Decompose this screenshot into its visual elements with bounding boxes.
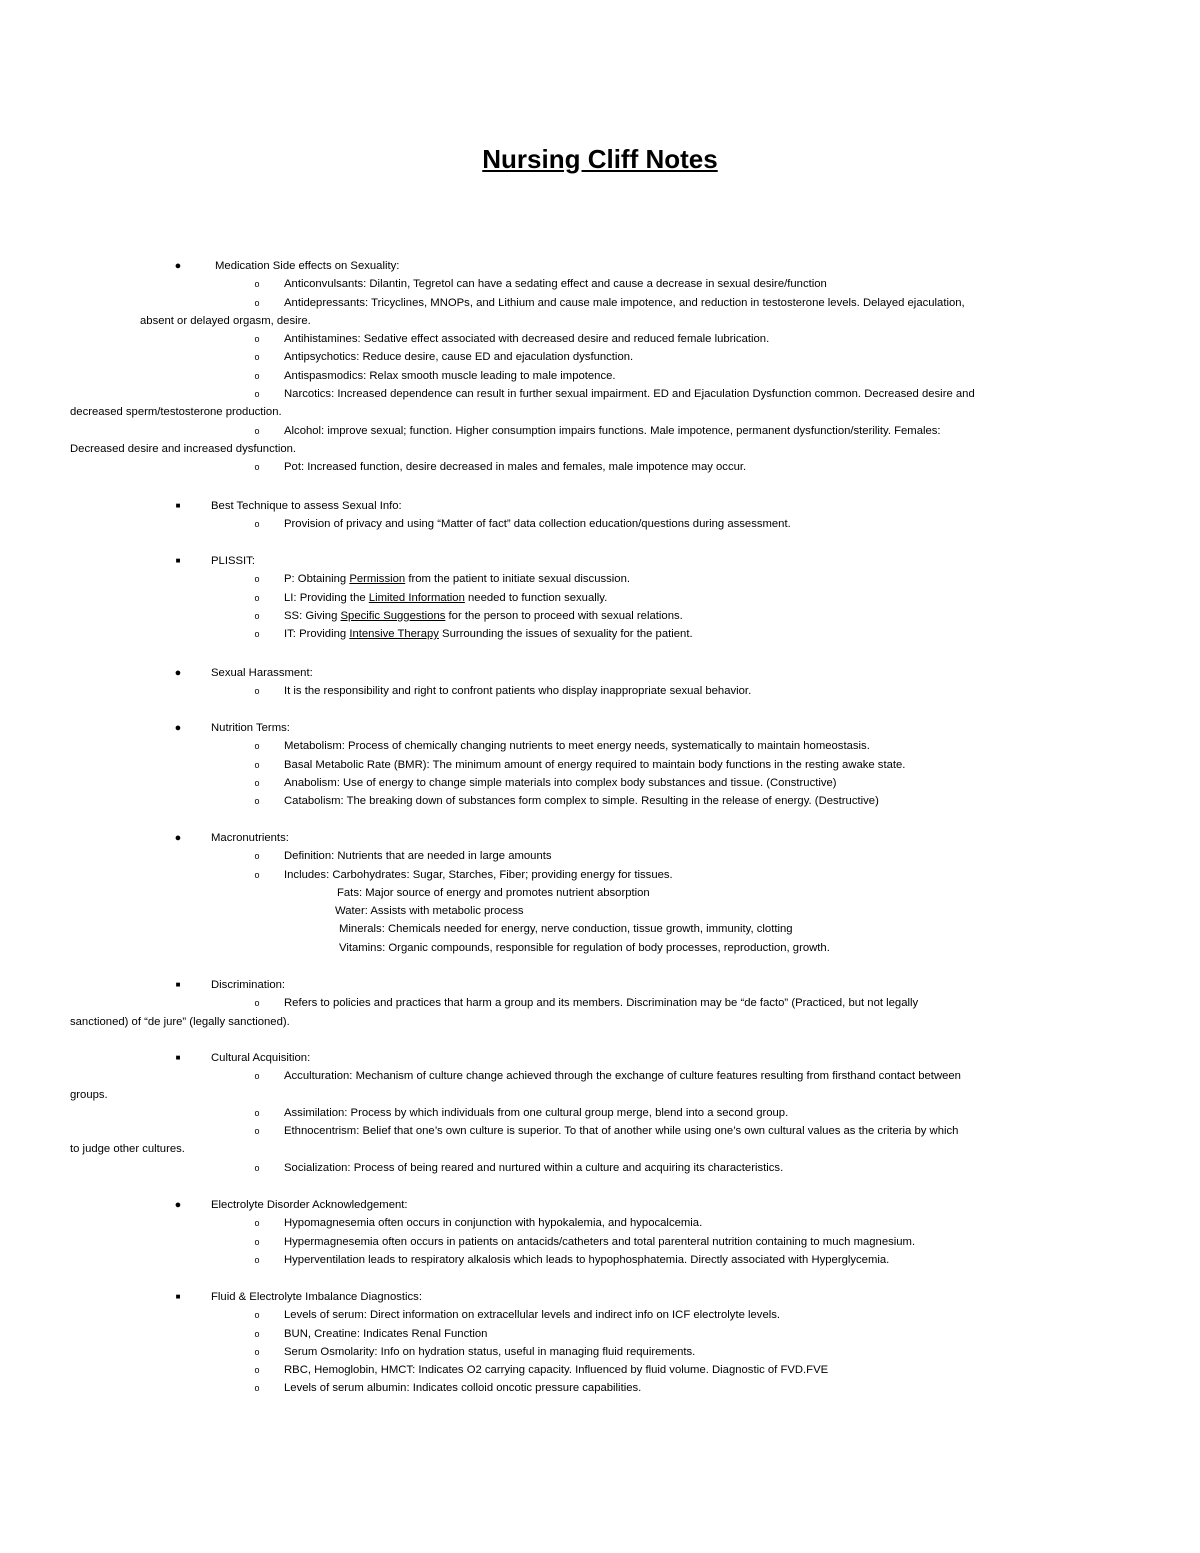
bullet-icon: ● bbox=[174, 832, 182, 844]
section-macronutrients bbox=[0, 829, 1200, 957]
list-item: o Basal Metabolic Rate (BMR): The minimum amount of energy required to maintain body functions in the resting awake state. bbox=[0, 756, 1200, 774]
circle-bullet-icon: o bbox=[254, 297, 260, 308]
list-item: o BUN, Creatine: Indicates Renal Function bbox=[0, 1325, 1200, 1343]
list-item: o RBC, Hemoglobin, HMCT: Indicates O2 carrying capacity. Influenced by fluid volume. Diagnostic of FVD.FVE bbox=[0, 1361, 1200, 1379]
list-item: o P: Obtaining Permission from the patient to initiate sexual discussion. bbox=[0, 570, 1200, 588]
circle-bullet-icon: o bbox=[254, 1126, 260, 1137]
circle-bullet-icon: o bbox=[254, 334, 260, 345]
circle-bullet-icon: o bbox=[254, 777, 260, 788]
circle-bullet-icon: o bbox=[254, 519, 260, 530]
circle-bullet-icon: o bbox=[254, 1383, 260, 1394]
list-item: o Antipsychotics: Reduce desire, cause ED and ejaculation dysfunction. bbox=[0, 348, 1200, 366]
circle-bullet-icon: o bbox=[254, 1328, 260, 1339]
list-item: o Levels of serum albumin: Indicates colloid oncotic pressure capabilities. bbox=[0, 1379, 1200, 1397]
document-title: Nursing Cliff Notes bbox=[482, 144, 718, 174]
section-plissit bbox=[0, 552, 1200, 643]
list-item: o Alcohol: improve sexual; function. Higher consumption impairs functions. Male impotence, permanent dysfunction/sterility. Females: bbox=[0, 422, 1200, 440]
section-heading: Sexual Harassment: bbox=[211, 667, 313, 679]
list-item-continuation: decreased sperm/testosterone production. bbox=[70, 406, 282, 419]
circle-bullet-icon: o bbox=[254, 869, 260, 880]
list-item-continuation: Decreased desire and increased dysfunction. bbox=[70, 442, 297, 455]
list-item-continuation: to judge other cultures. bbox=[70, 1143, 185, 1156]
circle-bullet-icon: o bbox=[254, 1346, 260, 1357]
section-fluid-electrolyte-diagnostics bbox=[0, 1288, 1200, 1398]
list-item-continuation: Fats: Major source of energy and promotes nutrient absorption bbox=[337, 886, 650, 899]
list-item: o Includes: Carbohydrates: Sugar, Starches, Fiber; providing energy for tissues. bbox=[0, 866, 1200, 884]
list-item-continuation: Minerals: Chemicals needed for energy, nerve conduction, tissue growth, immunity, clotting bbox=[339, 923, 793, 936]
section-medication-side-effects bbox=[0, 257, 1200, 477]
circle-bullet-icon: o bbox=[254, 1310, 260, 1321]
list-item-continuation: Water: Assists with metabolic process bbox=[335, 905, 524, 918]
section-heading: Macronutrients: bbox=[211, 832, 289, 844]
section-heading: Discrimination: bbox=[211, 979, 286, 991]
list-item-continuation: sanctioned) of “de jure” (legally sanctioned). bbox=[70, 1015, 290, 1028]
square-bullet-icon: ■ bbox=[175, 556, 181, 565]
section-heading: Nutrition Terms: bbox=[211, 722, 290, 734]
list-item: o Narcotics: Increased dependence can result in further sexual impairment. ED and Ejaculation Dysfunction common. Decreased desire and bbox=[0, 385, 1200, 403]
section-electrolyte-disorder bbox=[0, 1196, 1200, 1269]
list-item: o Assimilation: Process by which individuals from one cultural group merge, blend into a second group. bbox=[0, 1104, 1200, 1122]
section-cultural-acquisition bbox=[0, 1049, 1200, 1177]
list-item: o Antispasmodics: Relax smooth muscle leading to male impotence. bbox=[0, 367, 1200, 385]
section-best-technique bbox=[0, 497, 1200, 534]
list-item: o Hypermagnesemia often occurs in patients on antacids/catheters and total parenteral nutrition containing to much magnesium. bbox=[0, 1233, 1200, 1251]
circle-bullet-icon: o bbox=[254, 1254, 260, 1265]
section-heading: Electrolyte Disorder Acknowledgement: bbox=[211, 1199, 408, 1211]
circle-bullet-icon: o bbox=[254, 1162, 260, 1173]
circle-bullet-icon: o bbox=[254, 1218, 260, 1229]
bullet-icon: ● bbox=[174, 667, 182, 679]
circle-bullet-icon: o bbox=[254, 998, 260, 1009]
section-heading: Best Technique to assess Sexual Info: bbox=[211, 500, 402, 512]
circle-bullet-icon: o bbox=[254, 592, 260, 603]
circle-bullet-icon: o bbox=[254, 796, 260, 807]
bullet-icon: ● bbox=[174, 722, 182, 734]
circle-bullet-icon: o bbox=[254, 629, 260, 640]
list-item-continuation: Vitamins: Organic compounds, responsible for regulation of body processes, reproduction, growth. bbox=[339, 941, 830, 954]
list-item-continuation: absent or delayed orgasm, desire. bbox=[140, 314, 311, 327]
list-item-continuation: groups. bbox=[70, 1088, 108, 1101]
list-item: o Levels of serum: Direct information on extracellular levels and indirect info on ICF electrolyte levels. bbox=[0, 1306, 1200, 1324]
section-heading: Cultural Acquisition: bbox=[211, 1052, 311, 1064]
square-bullet-icon: ■ bbox=[175, 1053, 181, 1062]
square-bullet-icon: ■ bbox=[175, 501, 181, 510]
section-sexual-harassment bbox=[0, 664, 1200, 701]
list-item: o Hyperventilation leads to respiratory alkalosis which leads to hypophosphatemia. Directly associated with Hyperglycemia. bbox=[0, 1251, 1200, 1269]
list-item: o SS: Giving Specific Suggestions for the person to proceed with sexual relations. bbox=[0, 607, 1200, 625]
section-discrimination bbox=[0, 976, 1200, 1031]
circle-bullet-icon: o bbox=[254, 610, 260, 621]
square-bullet-icon: ■ bbox=[175, 980, 181, 989]
circle-bullet-icon: o bbox=[254, 759, 260, 770]
list-item: o Metabolism: Process of chemically changing nutrients to meet energy needs, systematically to maintain homeostasis. bbox=[0, 737, 1200, 755]
circle-bullet-icon: o bbox=[254, 851, 260, 862]
list-item: o Catabolism: The breaking down of substances form complex to simple. Resulting in the release of energy. (Destructive) bbox=[0, 792, 1200, 810]
list-item: o Hypomagnesemia often occurs in conjunction with hypokalemia, and hypocalcemia. bbox=[0, 1214, 1200, 1232]
list-item: o Anabolism: Use of energy to change simple materials into complex body substances and tissue. (Constructive) bbox=[0, 774, 1200, 792]
circle-bullet-icon: o bbox=[254, 1071, 260, 1082]
list-item: o Provision of privacy and using “Matter of fact” data collection education/questions during assessment. bbox=[0, 515, 1200, 533]
list-item: o Socialization: Process of being reared and nurtured within a culture and acquiring its characteristics. bbox=[0, 1159, 1200, 1177]
list-item: o LI: Providing the Limited Information needed to function sexually. bbox=[0, 589, 1200, 607]
circle-bullet-icon: o bbox=[254, 389, 260, 400]
list-item: o Antihistamines: Sedative effect associated with decreased desire and reduced female lubrication. bbox=[0, 330, 1200, 348]
circle-bullet-icon: o bbox=[254, 1107, 260, 1118]
list-item: o Antidepressants: Tricyclines, MNOPs, and Lithium and cause male impotence, and reduction in testosterone levels. Delayed ejaculation, bbox=[0, 294, 1200, 312]
circle-bullet-icon: o bbox=[254, 425, 260, 436]
list-item: o Ethnocentrism: Belief that one’s own culture is superior. To that of another while using one’s own cultural values as the criteria by which bbox=[0, 1122, 1200, 1140]
section-heading: PLISSIT: bbox=[211, 555, 255, 567]
list-item: o Anticonvulsants: Dilantin, Tegretol can have a sedating effect and cause a decrease in sexual desire/function bbox=[0, 275, 1200, 293]
circle-bullet-icon: o bbox=[254, 741, 260, 752]
list-item: o Definition: Nutrients that are needed in large amounts bbox=[0, 847, 1200, 865]
circle-bullet-icon: o bbox=[254, 370, 260, 381]
section-heading: Medication Side effects on Sexuality: bbox=[215, 260, 400, 272]
list-item: o It is the responsibility and right to confront patients who display inappropriate sexual behavior. bbox=[0, 682, 1200, 700]
list-item: o IT: Providing Intensive Therapy Surrounding the issues of sexuality for the patient. bbox=[0, 625, 1200, 643]
list-item: o Refers to policies and practices that harm a group and its members. Discrimination may be “de facto” (Practiced, but not legally bbox=[0, 994, 1200, 1012]
bullet-icon: ● bbox=[174, 260, 182, 272]
list-item: o Pot: Increased function, desire decreased in males and females, male impotence may occur. bbox=[0, 458, 1200, 476]
circle-bullet-icon: o bbox=[254, 352, 260, 363]
circle-bullet-icon: o bbox=[254, 1365, 260, 1376]
circle-bullet-icon: o bbox=[254, 462, 260, 473]
list-item: o Acculturation: Mechanism of culture change achieved through the exchange of culture features resulting from firsthand contact between bbox=[0, 1067, 1200, 1085]
circle-bullet-icon: o bbox=[254, 1236, 260, 1247]
square-bullet-icon: ■ bbox=[175, 1292, 181, 1301]
section-heading: Fluid & Electrolyte Imbalance Diagnostics: bbox=[211, 1291, 422, 1303]
circle-bullet-icon: o bbox=[254, 686, 260, 697]
circle-bullet-icon: o bbox=[254, 574, 260, 585]
bullet-icon: ● bbox=[174, 1199, 182, 1211]
circle-bullet-icon: o bbox=[254, 279, 260, 290]
list-item: o Serum Osmolarity: Info on hydration status, useful in managing fluid requirements. bbox=[0, 1343, 1200, 1361]
section-nutrition-terms bbox=[0, 719, 1200, 810]
